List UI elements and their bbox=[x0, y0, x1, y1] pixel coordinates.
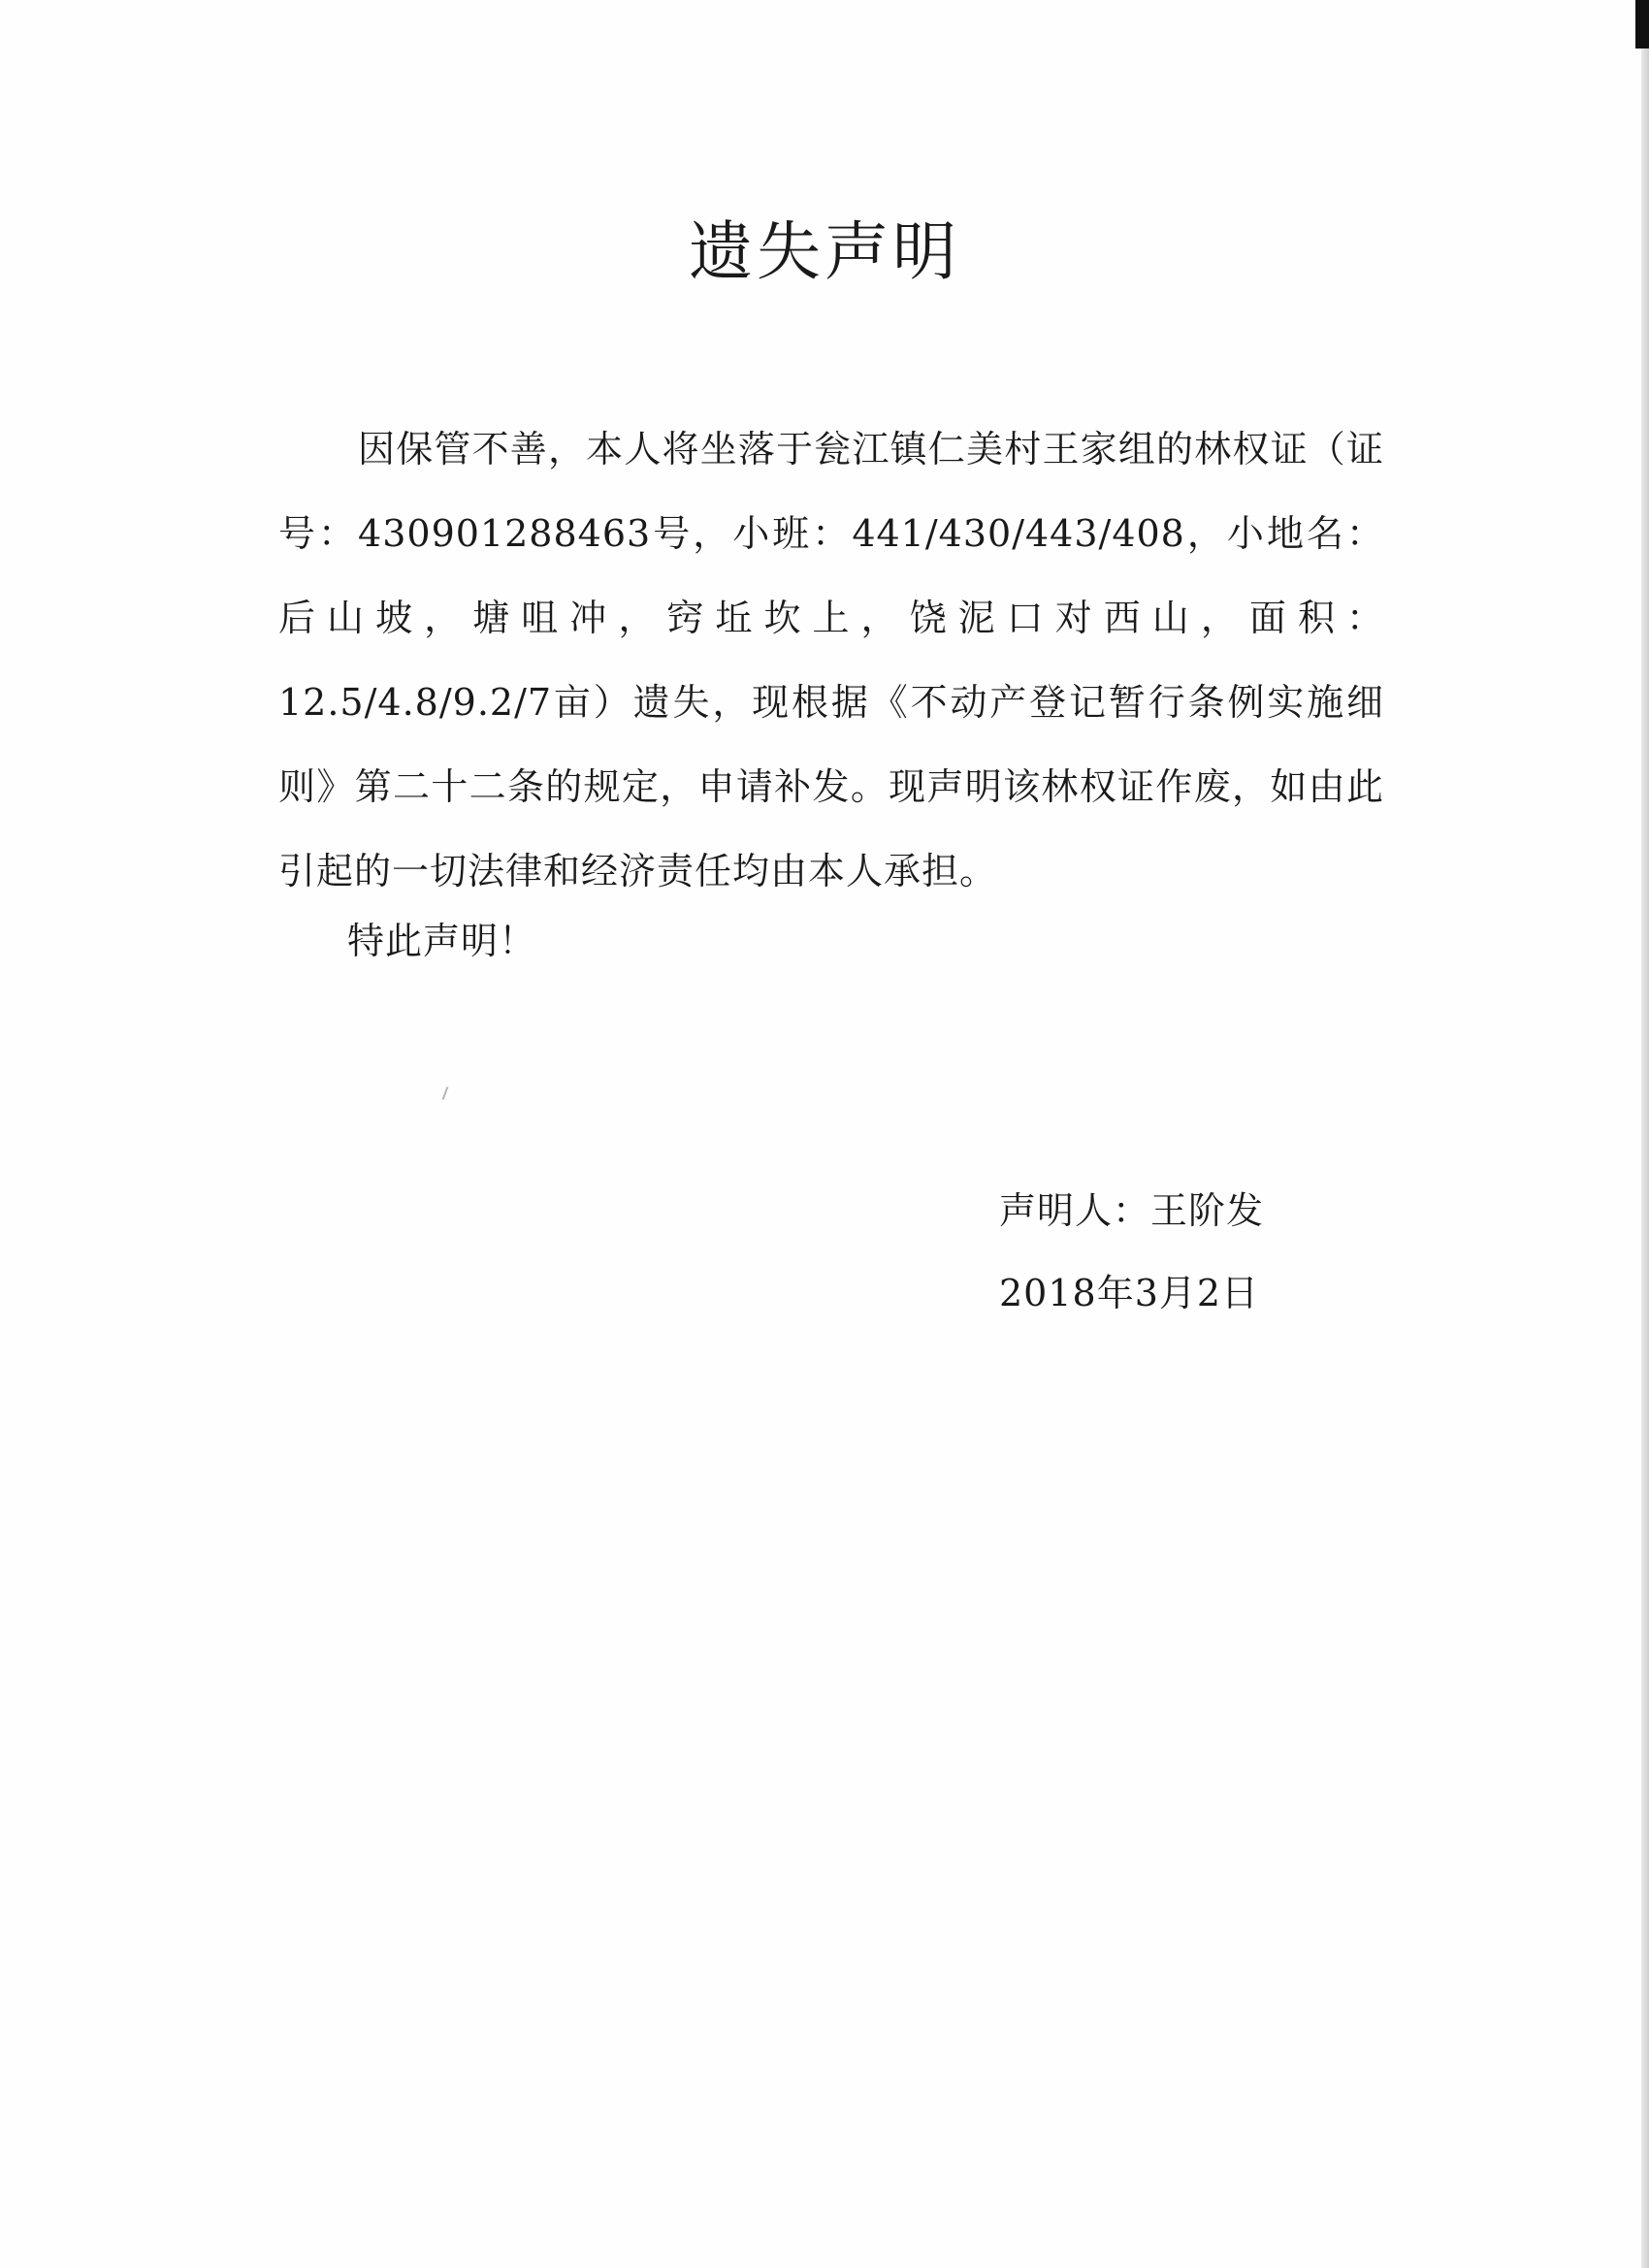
date-line: 2018年3月2日 bbox=[999, 1272, 1260, 1314]
scan-edge bbox=[1641, 0, 1649, 2268]
document-title: 遗失声明 bbox=[689, 214, 960, 289]
scan-speck bbox=[442, 1086, 449, 1100]
declaration-body: 因保管不善，本人将坐落于瓮江镇仁美村王家组的林权证（证号：430901288463号，小班：441/430/443/408，小地名：后山坡，塘咀冲，窍坵坎上，饶泥口对西山，面积：12.5/4.8/9.2/7亩）遗失，现根据《不动产登记暂行条例实施细则》第二十二条的规定，申请补发。现声明该林权证作废，如由此引起的一切法律和经济责任均由本人承担。 bbox=[278, 428, 1384, 892]
signer-line: 声明人：王阶发 bbox=[999, 1189, 1265, 1232]
closing-statement: 特此声明！ bbox=[347, 920, 537, 962]
scan-corner-mark bbox=[1635, 0, 1649, 49]
